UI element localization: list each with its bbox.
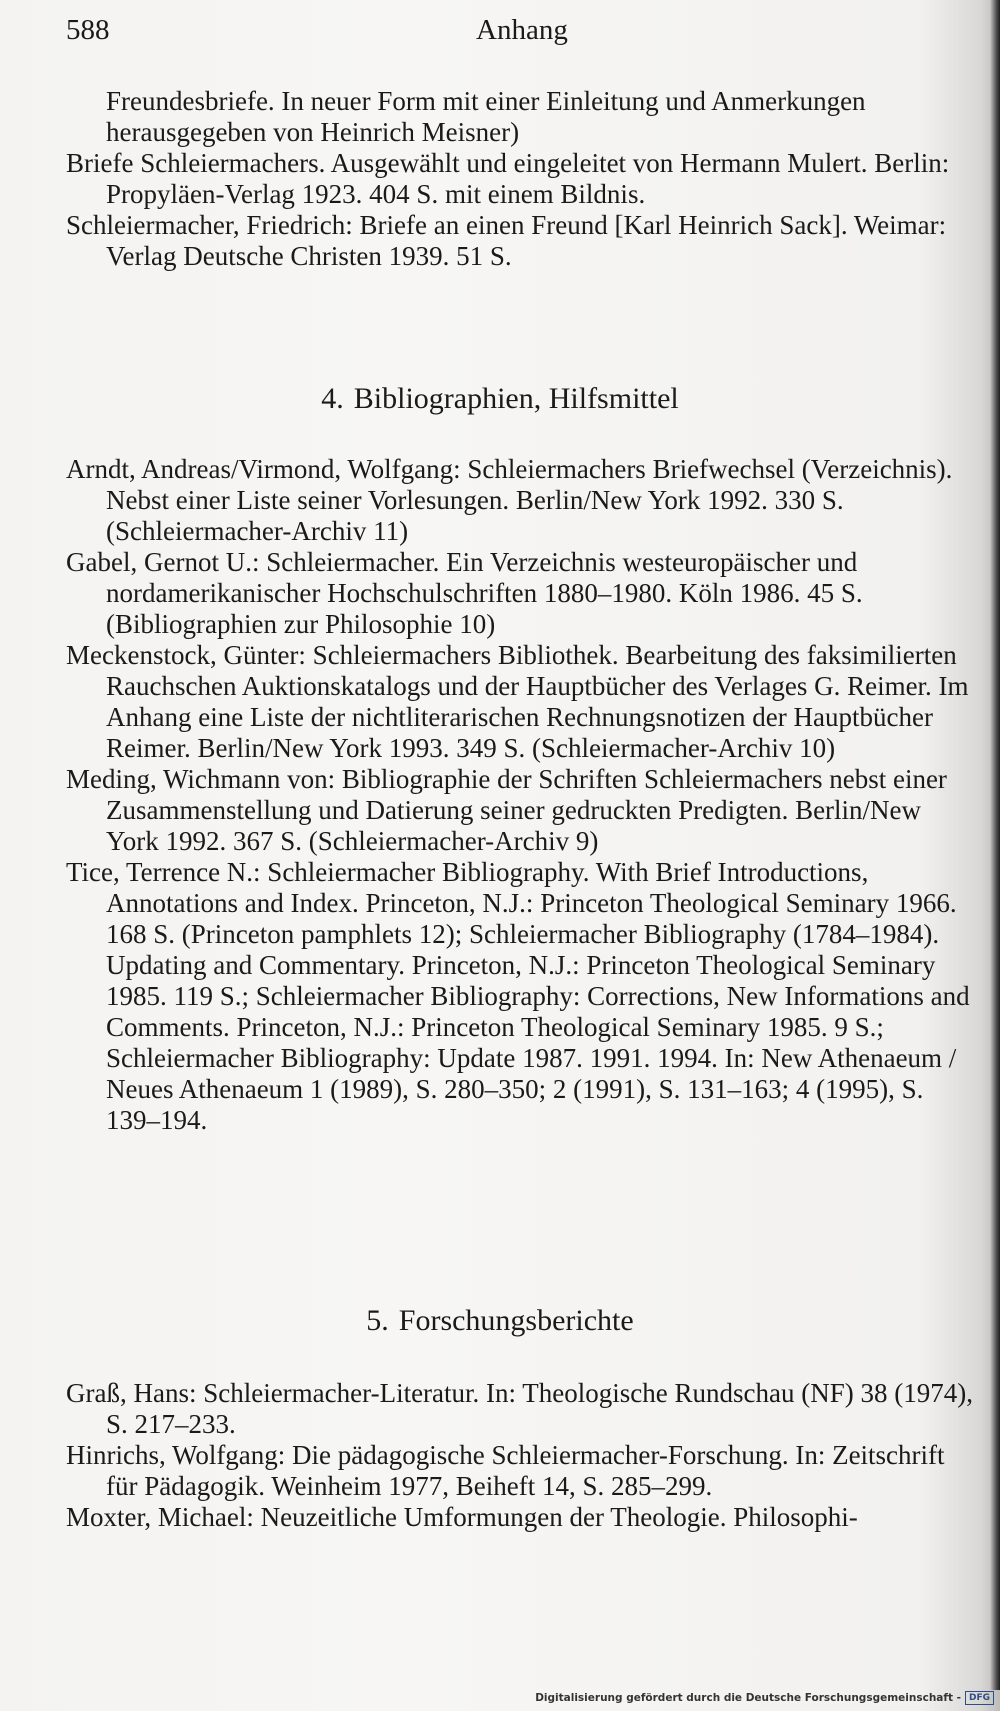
section-4-entries <box>66 454 978 1136</box>
section-title: Bibliographien, Hilfsmittel <box>353 382 679 415</box>
bibliography-entry: Briefe Schleiermachers. Ausgewählt und eingeleitet von Hermann Mulert. Berlin: Propyläen-Verlag 1923. 404 S. mit einem Bildnis. <box>66 148 950 209</box>
section-5-entries <box>66 1378 978 1533</box>
dfg-logo: DFG <box>965 1691 994 1705</box>
bibliography-entry: Tice, Terrence N.: Schleiermacher Bibliography. With Brief Introductions, Annotations and Index. Princeton, N.J.: Princeton Theological Seminary 1966. 168 S. (Princeton pamphlets 12); Schleiermacher Bibliography (1784–1984). Updating and Commentary. Princeton, N.J.: Princeton Theological Seminary 1985. 119 S.; Schleiermacher Bibliography: Corrections, New Informations and Comments. Princeton, N.J.: Princeton Theological Seminary 1985. 9 S.; Schleiermacher Bibliography: Update 1987. 1991. 1994. In: New Athenaeum / Neues Athenaeum 1 (1989), S. 280–350; 2 (1991), S. 131–163; 4 (1995), S. 139–194. <box>66 857 970 1135</box>
top-entries <box>66 86 978 272</box>
digitization-credit <box>535 1691 994 1705</box>
section-title: Forschungsberichte <box>398 1304 634 1337</box>
running-head: Anhang <box>476 14 568 46</box>
section-number: 4. <box>321 382 344 415</box>
footer-text: Digitalisierung gefördert durch die Deutsche Forschungsgemeinschaft - <box>535 1692 961 1704</box>
bibliography-entry: Arndt, Andreas/Virmond, Wolfgang: Schleiermachers Briefwechsel (Verzeichnis). Nebst einer Liste seiner Vorlesungen. Berlin/New York 1992. 330 S. (Schleiermacher-Archiv 11) <box>66 454 953 546</box>
section-number: 5. <box>366 1304 389 1337</box>
bibliography-entry: Meding, Wichmann von: Bibliographie der Schriften Schleiermachers nebst einer Zusammenstellung und Datierung seiner gedruckten Predigten. Berlin/New York 1992. 367 S. (Schleiermacher-Archiv 9) <box>66 764 947 856</box>
bibliography-entry: Moxter, Michael: Neuzeitliche Umformungen der Theologie. Philosophi- <box>66 1502 858 1532</box>
page-number: 588 <box>66 14 110 46</box>
bibliography-entry: Gabel, Gernot U.: Schleiermacher. Ein Verzeichnis westeuropäischer und nordamerikanischer Hochschulschriften 1880–1980. Köln 1986. 45 S. (Bibliographien zur Philosophie 10) <box>66 547 863 639</box>
bibliography-entry: Graß, Hans: Schleiermacher-Literatur. In: Theologische Rundschau (NF) 38 (1974), S. 217–233. <box>66 1378 973 1439</box>
bibliography-entry: Freundesbriefe. In neuer Form mit einer Einleitung und Anmerkungen herausgegeben von Heinrich Meisner) <box>106 86 866 147</box>
bibliography-entry: Meckenstock, Günter: Schleiermachers Bibliothek. Bearbeitung des faksimilierten Rauchschen Auktionskatalogs und der Hauptbücher des Verlages G. Reimer. Im Anhang eine Liste der nichtliterarischen Rechnungsnotizen der Hauptbücher Reimer. Berlin/New York 1993. 349 S. (Schleiermacher-Archiv 10) <box>66 640 969 763</box>
page-header <box>66 10 936 50</box>
section-heading-bibliographien <box>0 380 1000 418</box>
page-edge-shadow <box>990 0 1000 1690</box>
bibliography-entry: Schleiermacher, Friedrich: Briefe an einen Freund [Karl Heinrich Sack]. Weimar: Verlag Deutsche Christen 1939. 51 S. <box>66 210 947 271</box>
section-heading-forschungsberichte <box>0 1302 1000 1340</box>
bibliography-entry: Hinrichs, Wolfgang: Die pädagogische Schleiermacher-Forschung. In: Zeitschrift für Pädagogik. Weinheim 1977, Beiheft 14, S. 285–299. <box>66 1440 945 1501</box>
